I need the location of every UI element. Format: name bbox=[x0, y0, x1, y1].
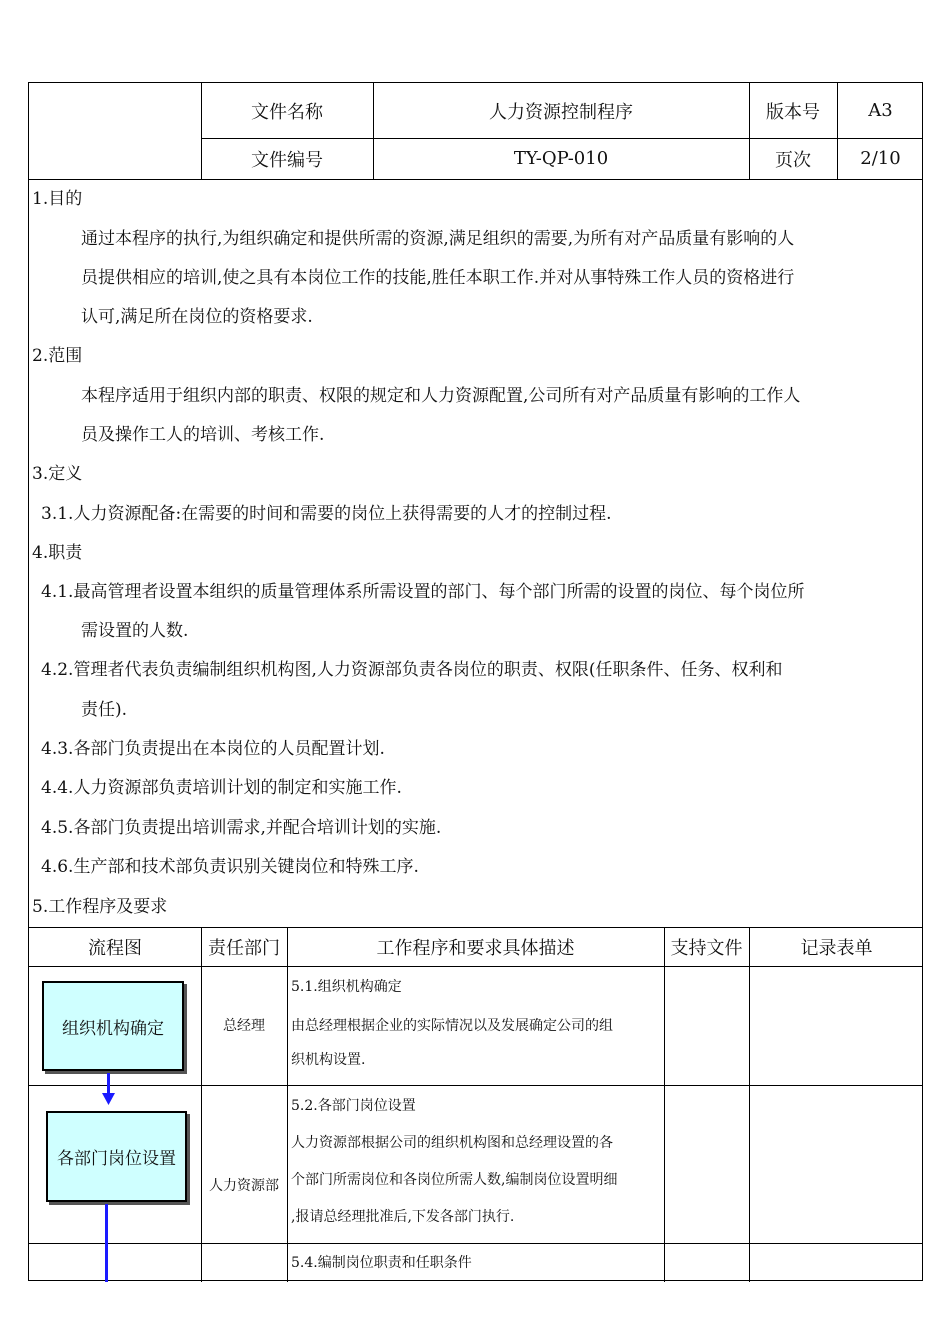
version-value: A3 bbox=[868, 100, 893, 121]
flow-connector bbox=[105, 1204, 108, 1282]
doc-name-label: 文件名称 bbox=[251, 101, 323, 123]
col-header-records: 记录表单 bbox=[800, 937, 873, 959]
flow-box-org-structure: 组织机构确定 bbox=[42, 981, 184, 1071]
doc-no: TY-QP-010 bbox=[513, 148, 609, 169]
dept-cell: 总经理 bbox=[223, 1018, 265, 1034]
duty-item: 4.1.最高管理者设置本组织的质量管理体系所需设置的部门、每个部门所需的设置的岗位、每个岗位所 bbox=[41, 582, 805, 602]
duty-item: 4.2.管理者代表负责编制组织机构图,人力资源部负责各岗位的职责、权限(任职条件、任务、权利和 bbox=[41, 660, 783, 680]
paragraph-line: 认可,满足所在岗位的资格要求. bbox=[81, 307, 313, 327]
paragraph-line: 通过本程序的执行,为组织确定和提供所需的资源,满足组织的需要,为所有对产品质量有影响的人 bbox=[81, 229, 795, 249]
doc-name: 人力资源控制程序 bbox=[489, 101, 633, 123]
duty-item: 4.5.各部门负责提出培训需求,并配合培训计划的实施. bbox=[41, 818, 442, 838]
duty-item: 4.3.各部门负责提出在本岗位的人员配置计划. bbox=[41, 739, 385, 759]
doc-no-label: 文件编号 bbox=[251, 149, 323, 171]
col-header-support-docs: 支持文件 bbox=[670, 937, 743, 959]
section-5-title: 5.工作程序及要求 bbox=[32, 897, 168, 917]
page-label: 页次 bbox=[775, 149, 811, 171]
flow-box-dept-positions: 各部门岗位设置 bbox=[46, 1111, 187, 1202]
duty-item-cont: 责任). bbox=[81, 700, 128, 720]
duty-item: 4.6.生产部和技术部负责识别关键岗位和特殊工序. bbox=[41, 857, 419, 877]
definition-item: 3.1.人力资源配备:在需要的时间和需要的岗位上获得需要的人才的控制过程. bbox=[41, 504, 612, 524]
procedure-table bbox=[29, 927, 922, 1282]
col-header-dept: 责任部门 bbox=[208, 937, 280, 959]
duty-item: 4.4.人力资源部负责培训计划的制定和实施工作. bbox=[41, 778, 402, 798]
page-number: 2/10 bbox=[860, 148, 901, 169]
col-header-flowchart: 流程图 bbox=[88, 937, 142, 959]
duty-item-cont: 需设置的人数. bbox=[81, 621, 189, 641]
document-header bbox=[29, 83, 922, 180]
step-desc-line: 人力资源部根据公司的组织机构图和总经理设置的各 bbox=[291, 1135, 613, 1151]
section-4-title: 4.职责 bbox=[32, 543, 83, 563]
step-title: 5.4.编制岗位职责和任职条件 bbox=[291, 1255, 472, 1271]
flow-connector bbox=[107, 1073, 110, 1095]
col-header-description: 工作程序和要求具体描述 bbox=[376, 937, 575, 959]
section-3-title: 3.定义 bbox=[32, 464, 83, 484]
step-desc-line: 由总经理根据企业的实际情况以及发展确定公司的组 bbox=[291, 1018, 613, 1034]
step-title: 5.1.组织机构确定 bbox=[291, 979, 402, 995]
paragraph-line: 员提供相应的培训,使之具有本岗位工作的技能,胜任本职工作.并对从事特殊工作人员的资格进行 bbox=[81, 268, 795, 288]
step-desc-line: ,报请总经理批准后,下发各部门执行. bbox=[291, 1209, 515, 1225]
arrow-down-icon bbox=[102, 1093, 115, 1105]
step-desc-line: 织机构设置. bbox=[291, 1052, 366, 1068]
section-1-title: 1.目的 bbox=[32, 189, 83, 209]
step-desc-line: 个部门所需岗位和各岗位所需人数,编制岗位设置明细 bbox=[291, 1172, 618, 1188]
version-label: 版本号 bbox=[766, 101, 820, 123]
paragraph-line: 本程序适用于组织内部的职责、权限的规定和人力资源配置,公司所有对产品质量有影响的工作人 bbox=[81, 386, 801, 406]
paragraph-line: 员及操作工人的培训、考核工作. bbox=[81, 425, 325, 445]
step-title: 5.2.各部门岗位设置 bbox=[291, 1098, 416, 1114]
dept-cell: 人力资源部 bbox=[209, 1178, 279, 1194]
document-page bbox=[28, 82, 923, 1281]
section-2-title: 2.范围 bbox=[32, 346, 83, 366]
